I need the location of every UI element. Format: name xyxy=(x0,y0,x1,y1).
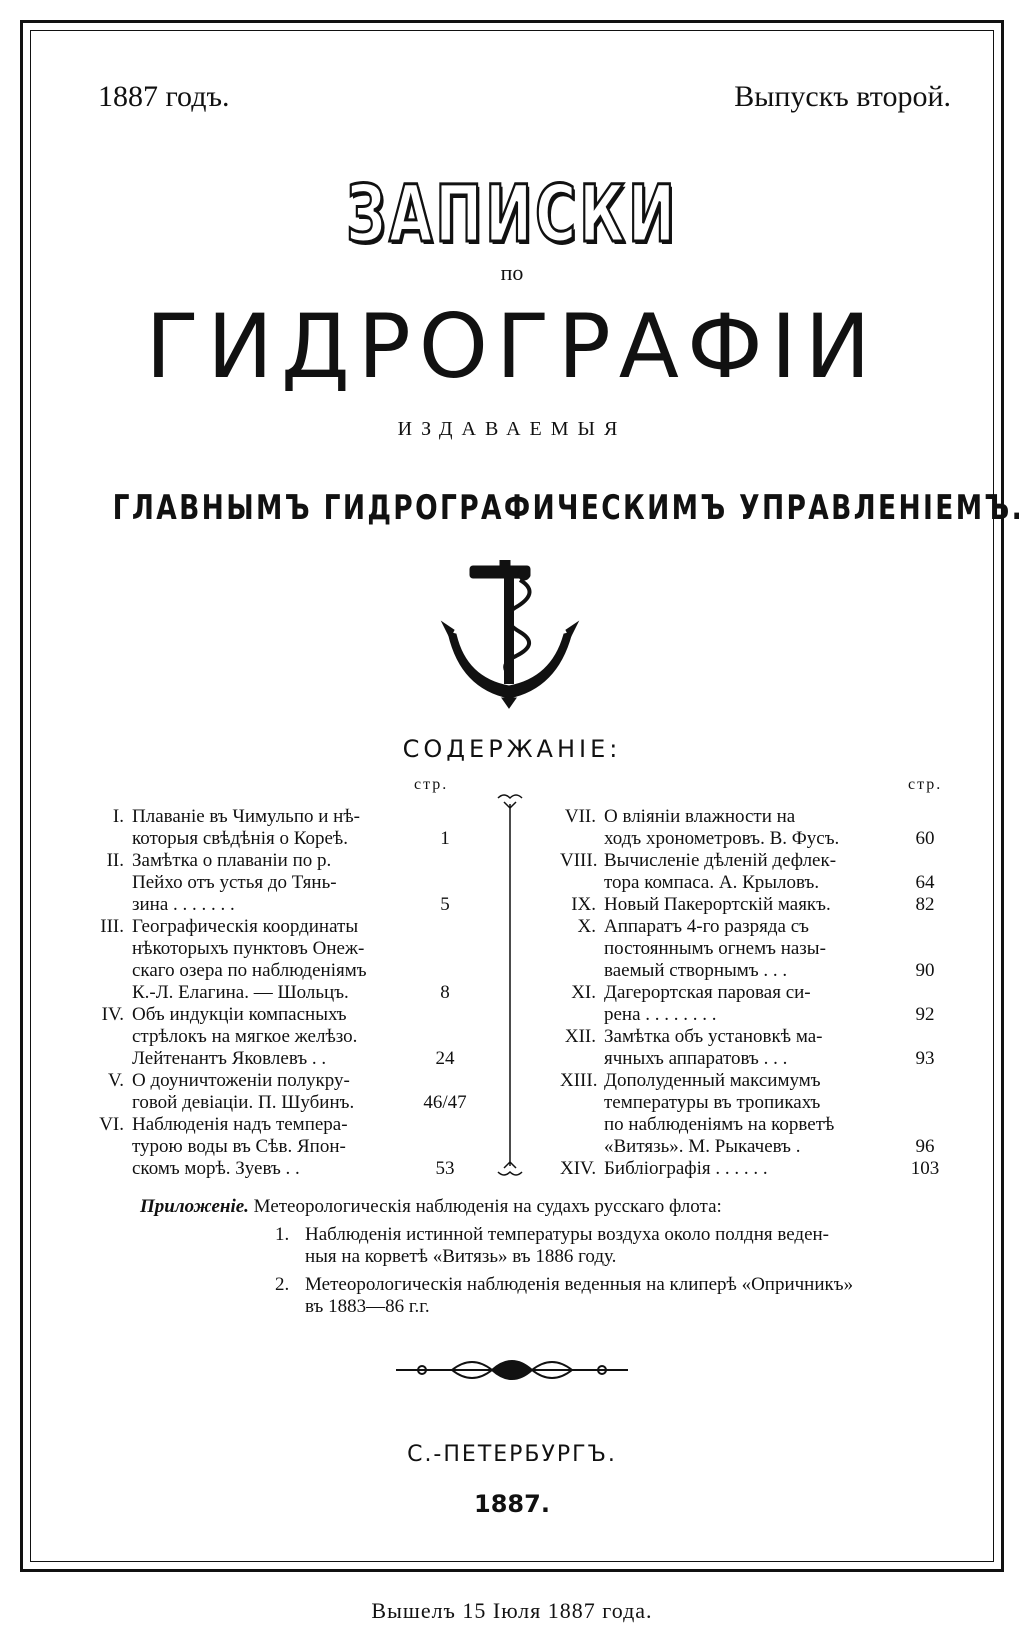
toc-entry-number: XI. xyxy=(571,982,596,1003)
toc-entry xyxy=(88,806,470,850)
toc-entry-line: нѣкоторыхъ пунктовъ Онеж- xyxy=(132,938,365,959)
appendix-item-number: 2. xyxy=(275,1274,290,1295)
toc-entry-page: 60 xyxy=(915,828,935,849)
toc-entry-line: скаго озера по наблюденіямъ xyxy=(132,960,367,981)
toc-entry-line: Дополуденный максимумъ xyxy=(604,1070,821,1091)
toc-entry-line: температуры въ тропикахъ xyxy=(604,1092,821,1113)
toc-entry xyxy=(560,894,950,916)
appendix-label: Приложеніе. xyxy=(140,1196,249,1217)
appendix-item-line: въ 1883—86 г.г. xyxy=(305,1296,430,1317)
toc-entry xyxy=(560,916,950,982)
toc-entry-page: 90 xyxy=(915,960,935,981)
toc-entry-line: Географическія координаты xyxy=(132,916,359,937)
toc-entry-line: постояннымъ огнемъ назы- xyxy=(604,938,826,959)
toc-entry xyxy=(560,982,950,1026)
toc-entry-line: которыя свѣдѣнія о Кореѣ. xyxy=(132,828,348,849)
toc-entry-page: 5 xyxy=(440,894,450,915)
toc-entry-line: О доуничтоженіи полукру- xyxy=(132,1070,350,1091)
toc-entry xyxy=(560,1026,950,1070)
toc-entry-line: ваемый створнымъ . . . xyxy=(604,960,788,981)
page-column-label-left: стр. xyxy=(414,776,449,793)
toc-entry xyxy=(560,806,950,850)
appendix-item xyxy=(275,1274,970,1318)
toc-entry xyxy=(88,1004,470,1070)
toc-entry-page: 64 xyxy=(915,872,935,893)
appendix-item-line: ныя на корветѣ «Витязь» въ 1886 году. xyxy=(305,1246,617,1267)
toc-entry-page: 24 xyxy=(435,1048,455,1069)
toc-entry xyxy=(88,1114,470,1180)
contents-right-column xyxy=(560,806,950,1180)
toc-entry-number: XIII. xyxy=(560,1070,598,1091)
toc-entry-line: рена . . . . . . . . xyxy=(604,1004,717,1025)
toc-entry-line: турою воды въ Сѣв. Япон- xyxy=(132,1136,346,1157)
toc-entry-line: Замѣтка о плаваніи по р. xyxy=(132,850,332,871)
toc-entry xyxy=(560,1158,950,1180)
toc-entry-page: 53 xyxy=(435,1158,455,1179)
appendix-item xyxy=(275,1224,970,1268)
published-label: ИЗДАВАЕМЫЯ xyxy=(397,418,627,440)
toc-entry-number: VII. xyxy=(564,806,596,827)
toc-entry-page: 82 xyxy=(915,894,935,915)
toc-entry-page: 1 xyxy=(440,828,450,849)
toc-entry-line: скомъ морѣ. Зуевъ . . xyxy=(132,1158,300,1179)
title-preposition: по xyxy=(500,260,524,285)
toc-entry xyxy=(88,916,470,1004)
toc-entry-number: III. xyxy=(100,916,124,937)
appendix xyxy=(140,1196,970,1318)
toc-entry-line: О вліяніи влажности на xyxy=(604,806,796,827)
toc-entry-number: I. xyxy=(112,806,124,827)
toc-entry-page: 103 xyxy=(910,1158,940,1179)
header-issue: Выпускъ второй. xyxy=(734,80,951,113)
release-note: Вышелъ 15 Іюля 1887 года. xyxy=(371,1598,653,1623)
toc-entry-line: К.-Л. Елагина. — Шольцъ. xyxy=(132,982,349,1003)
subtitle: ГИДРОГРАФІИ xyxy=(145,295,879,398)
toc-entry-number: VIII. xyxy=(560,850,598,871)
publisher-name: ГЛАВНЫМЪ ГИДРОГРАФИЧЕСКИМЪ УПРАВЛЕНІЕМЪ. xyxy=(112,488,1024,528)
appendix-item-line: Метеорологическія наблюденія веденныя на клиперѣ «Опричникъ» xyxy=(305,1274,854,1295)
column-divider xyxy=(490,790,530,1180)
toc-entry-number: VI. xyxy=(99,1114,124,1135)
contents-left-column xyxy=(88,806,470,1180)
toc-entry-number: V. xyxy=(107,1070,124,1091)
decorative-flourish-icon xyxy=(392,1350,632,1390)
toc-entry-line: ходъ хронометровъ. В. Фусъ. xyxy=(604,828,840,849)
toc-entry-line: Наблюденія надъ темпера- xyxy=(132,1114,348,1135)
toc-entry-page: 96 xyxy=(915,1136,935,1157)
toc-entry xyxy=(560,850,950,894)
toc-entry-page: 8 xyxy=(440,982,450,1003)
toc-entry-line: Новый Пакерортскій маякъ. xyxy=(604,894,831,915)
toc-entry xyxy=(88,850,470,916)
toc-entry-line: стрѣлокъ на мягкое желѣзо. xyxy=(132,1026,358,1047)
toc-entry-line: Библіографія . . . . . . xyxy=(604,1158,768,1179)
toc-entry-number: IX. xyxy=(571,894,596,915)
appendix-item-line: Наблюденія истинной температуры воздуха около полдня веден- xyxy=(305,1224,830,1245)
toc-entry xyxy=(88,1070,470,1114)
toc-entry-page: 93 xyxy=(915,1048,935,1069)
toc-entry-line: Аппаратъ 4-го разряда съ xyxy=(604,916,809,937)
appendix-item-number: 1. xyxy=(275,1224,290,1245)
toc-entry-line: Плаваніе въ Чимульпо и нѣ- xyxy=(132,806,360,827)
toc-entry-line: «Витязь». М. Рыкачевъ . xyxy=(604,1136,801,1157)
toc-entry-line: Замѣтка объ установкѣ ма- xyxy=(604,1026,823,1047)
toc-entry-page: 92 xyxy=(915,1004,935,1025)
toc-entry-number: XII. xyxy=(564,1026,596,1047)
toc-entry-line: говой девіаціи. П. Шубинъ. xyxy=(132,1092,355,1113)
toc-entry-page: 46/47 xyxy=(423,1092,467,1113)
header-year: 1887 годъ. xyxy=(98,80,230,113)
toc-entry-line: Дагерортская паровая си- xyxy=(604,982,811,1003)
toc-entry-number: X. xyxy=(577,916,596,937)
toc-entry-number: XIV. xyxy=(560,1158,597,1179)
toc-entry-line: Вычисленіе дѣленій дефлек- xyxy=(604,850,837,871)
appendix-intro: Метеорологическія наблюденія на судахъ русскаго флота: xyxy=(253,1196,722,1217)
toc-entry-line: Лейтенантъ Яковлевъ . . xyxy=(132,1048,327,1069)
main-title: ЗАПИСКИ xyxy=(346,170,678,260)
toc-entry-number: II. xyxy=(106,850,124,871)
toc-entry-line: ячныхъ аппаратовъ . . . xyxy=(604,1048,788,1069)
toc-entry-line: по наблюденіямъ на корветѣ xyxy=(604,1114,835,1135)
imprint-year: 1887. xyxy=(474,1490,550,1518)
anchor-icon xyxy=(440,560,580,710)
toc-entry xyxy=(560,1070,950,1158)
toc-entry-line: зина . . . . . . . xyxy=(132,894,235,915)
imprint-city: С.-ПЕТЕРБУРГЪ. xyxy=(407,1442,617,1467)
contents-heading: СОДЕРЖАНІЕ: xyxy=(402,735,622,763)
toc-entry-line: тора компаса. А. Крыловъ. xyxy=(604,872,820,893)
page-column-label-right: стр. xyxy=(908,776,943,793)
toc-entry-number: IV. xyxy=(101,1004,124,1025)
toc-entry-line: Пейхо отъ устья до Тянь- xyxy=(132,872,337,893)
toc-entry-line: Объ индукціи компасныхъ xyxy=(132,1004,347,1025)
